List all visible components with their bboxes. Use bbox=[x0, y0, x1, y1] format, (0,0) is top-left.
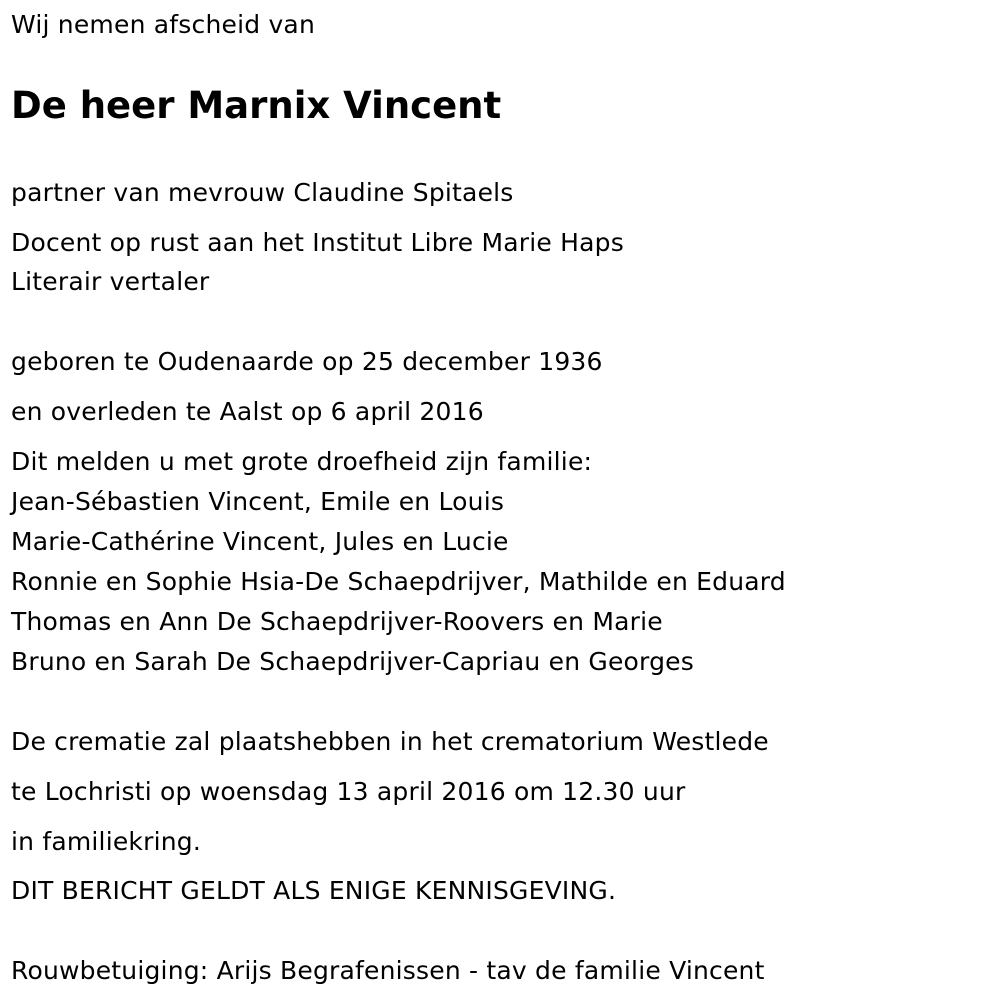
ceremony-line-2: te Lochristi op woensdag 13 april 2016 om 12.30 uur bbox=[11, 777, 686, 806]
occupation-line-2: Literair vertaler bbox=[11, 267, 210, 296]
death-text: en overleden te Aalst op 6 april 2016 bbox=[11, 397, 484, 426]
deceased-name-heading: De heer Marnix Vincent bbox=[11, 84, 502, 127]
ceremony-line-1: De crematie zal plaatshebben in het crematorium Westlede bbox=[11, 727, 769, 756]
occupation-line-1: Docent op rust aan het Institut Libre Marie Haps bbox=[11, 228, 624, 257]
family-member-line: Bruno en Sarah De Schaepdrijver-Capriau en Georges bbox=[11, 647, 694, 676]
partner-text: partner van mevrouw Claudine Spitaels bbox=[11, 178, 514, 207]
family-member-line: Ronnie en Sophie Hsia-De Schaepdrijver, Mathilde en Eduard bbox=[11, 567, 786, 596]
official-notice-text: DIT BERICHT GELDT ALS ENIGE KENNISGEVING. bbox=[11, 876, 617, 905]
intro-text: Wij nemen afscheid van bbox=[11, 10, 315, 39]
ceremony-line-3: in familiekring. bbox=[11, 827, 201, 856]
family-intro-text: Dit melden u met grote droefheid zijn familie: bbox=[11, 447, 593, 476]
condolences-text: Rouwbetuiging: Arijs Begrafenissen - tav de familie Vincent bbox=[11, 956, 765, 985]
family-member-line: Jean-Sébastien Vincent, Emile en Louis bbox=[11, 487, 505, 516]
family-member-line: Marie-Cathérine Vincent, Jules en Lucie bbox=[11, 527, 509, 556]
birth-text: geboren te Oudenaarde op 25 december 1936 bbox=[11, 347, 603, 376]
family-member-line: Thomas en Ann De Schaepdrijver-Roovers en Marie bbox=[11, 607, 663, 636]
